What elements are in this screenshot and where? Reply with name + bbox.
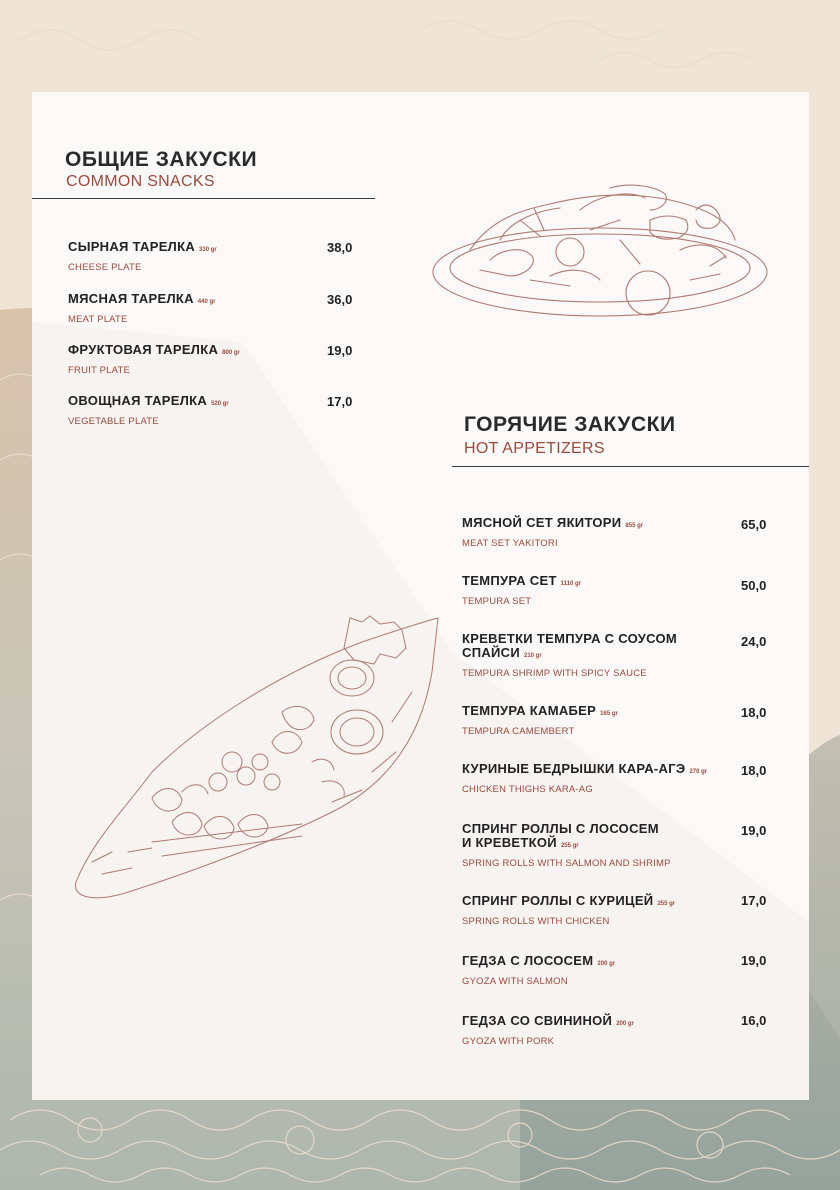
item-weight: 520 gr [211, 401, 229, 407]
item-name-text-line2: СПАЙСИ [462, 645, 520, 660]
item-english-name: TEMPURA SET [462, 596, 532, 607]
item-name [462, 516, 643, 533]
tempura-board-illustration [32, 612, 452, 912]
item-name-text: ТЕМПУРА СЕТ [462, 573, 557, 588]
item-english-name: TEMPURA CAMEMBERT [462, 726, 575, 737]
hot-item [462, 762, 707, 795]
item-english-name: SPRING ROLLS WITH SALMON AND SHRIMP [462, 858, 671, 869]
item-name [68, 394, 229, 411]
item-price: 65,0 [741, 517, 767, 532]
item-name [462, 954, 615, 971]
item-name-text: МЯСНОЙ СЕТ ЯКИТОРИ [462, 515, 622, 530]
item-weight: 440 gr [197, 299, 216, 305]
item-english-name: VEGETABLE PLATE [68, 416, 159, 427]
item-weight: 330 gr [199, 247, 217, 253]
item-price: 38,0 [327, 240, 353, 255]
common-section-rule [32, 198, 375, 199]
item-weight: 210 gr [524, 653, 542, 659]
item-name [462, 632, 677, 663]
item-weight: 270 gr [689, 769, 708, 775]
item-price: 50,0 [741, 578, 767, 593]
item-name-text: КРЕВЕТКИ ТЕМПУРА С СОУСОМ [462, 631, 678, 646]
item-name [462, 822, 671, 853]
item-name [462, 894, 675, 911]
hot-item [462, 574, 581, 607]
item-price: 16,0 [741, 1013, 767, 1028]
item-name-text: СЫРНАЯ ТАРЕЛКА [68, 239, 196, 254]
hot-section-title: ГОРЯЧИЕ ЗАКУСКИ [464, 413, 676, 436]
hot-item [462, 632, 677, 679]
item-name [68, 240, 217, 257]
hot-item [462, 954, 615, 987]
item-weight: 855 gr [625, 523, 644, 529]
item-name-text: СПРИНГ РОЛЛЫ С ЛОСОСЕМ [462, 821, 659, 836]
item-name-text-line2: И КРЕВЕТКОЙ [462, 835, 557, 850]
hot-item [462, 822, 671, 869]
item-name-text: ГЕДЗА СО СВИНИНОЙ [462, 1013, 613, 1028]
item-price: 17,0 [327, 394, 353, 409]
common-item [68, 240, 217, 273]
item-english-name: FRUIT PLATE [68, 365, 131, 376]
hot-section-subtitle: HOT APPETIZERS [464, 440, 605, 457]
hot-item [462, 516, 643, 549]
item-weight: 255 gr [560, 843, 579, 849]
item-weight: 200 gr [597, 961, 616, 967]
item-price: 17,0 [741, 893, 767, 908]
item-name-text: СПРИНГ РОЛЛЫ С КУРИЦЕЙ [462, 893, 654, 908]
item-name-text: КУРИНЫЕ БЕДРЫШКИ КАРА-АГЭ [462, 761, 686, 776]
hot-section-rule [452, 466, 809, 467]
item-price: 18,0 [741, 763, 767, 778]
common-item [68, 394, 229, 427]
item-weight: 800 gr [222, 350, 240, 356]
item-name [68, 343, 240, 360]
item-price: 19,0 [741, 823, 767, 838]
item-price: 18,0 [741, 705, 767, 720]
item-english-name: SPRING ROLLS WITH CHICKEN [462, 916, 610, 927]
menu-sheet [32, 92, 809, 1100]
hot-item [462, 1014, 634, 1047]
common-item [68, 292, 215, 325]
item-price: 24,0 [741, 634, 767, 649]
item-name [462, 762, 707, 779]
item-name [462, 1014, 634, 1031]
item-weight: 165 gr [600, 711, 618, 717]
item-name-text: ОВОЩНАЯ ТАРЕЛКА [68, 393, 208, 408]
item-english-name: MEAT SET YAKITORI [462, 538, 558, 549]
common-item [68, 343, 240, 376]
item-english-name: GYOZA WITH SALMON [462, 976, 568, 987]
item-english-name: TEMPURA SHRIMP WITH SPICY SAUCE [462, 668, 647, 679]
item-name-text: ТЕМПУРА КАМАБЕР [462, 703, 597, 718]
item-price: 19,0 [327, 343, 353, 358]
item-weight: 1110 gr [560, 581, 582, 587]
item-english-name: CHEESE PLATE [68, 262, 142, 273]
item-price: 36,0 [327, 292, 353, 307]
item-price: 19,0 [741, 953, 767, 968]
item-name [462, 574, 581, 591]
item-name-text: ФРУКТОВАЯ ТАРЕЛКА [68, 342, 219, 357]
hot-item [462, 894, 675, 927]
item-weight: 200 gr [616, 1021, 634, 1027]
item-name-text: ГЕДЗА С ЛОСОСЕМ [462, 953, 594, 968]
common-section-title: ОБЩИЕ ЗАКУСКИ [65, 148, 258, 171]
hot-item [462, 704, 618, 737]
common-section-subtitle: COMMON SNACKS [66, 173, 215, 190]
item-name [68, 292, 215, 309]
salad-plate-illustration [430, 180, 770, 320]
item-english-name: MEAT PLATE [68, 314, 128, 325]
item-english-name: CHICKEN THIGHS KARA-AG [462, 784, 593, 795]
item-english-name: GYOZA WITH PORK [462, 1036, 555, 1047]
item-name [462, 704, 618, 721]
item-name-text: МЯСНАЯ ТАРЕЛКА [68, 291, 194, 306]
item-weight: 255 gr [657, 901, 676, 907]
